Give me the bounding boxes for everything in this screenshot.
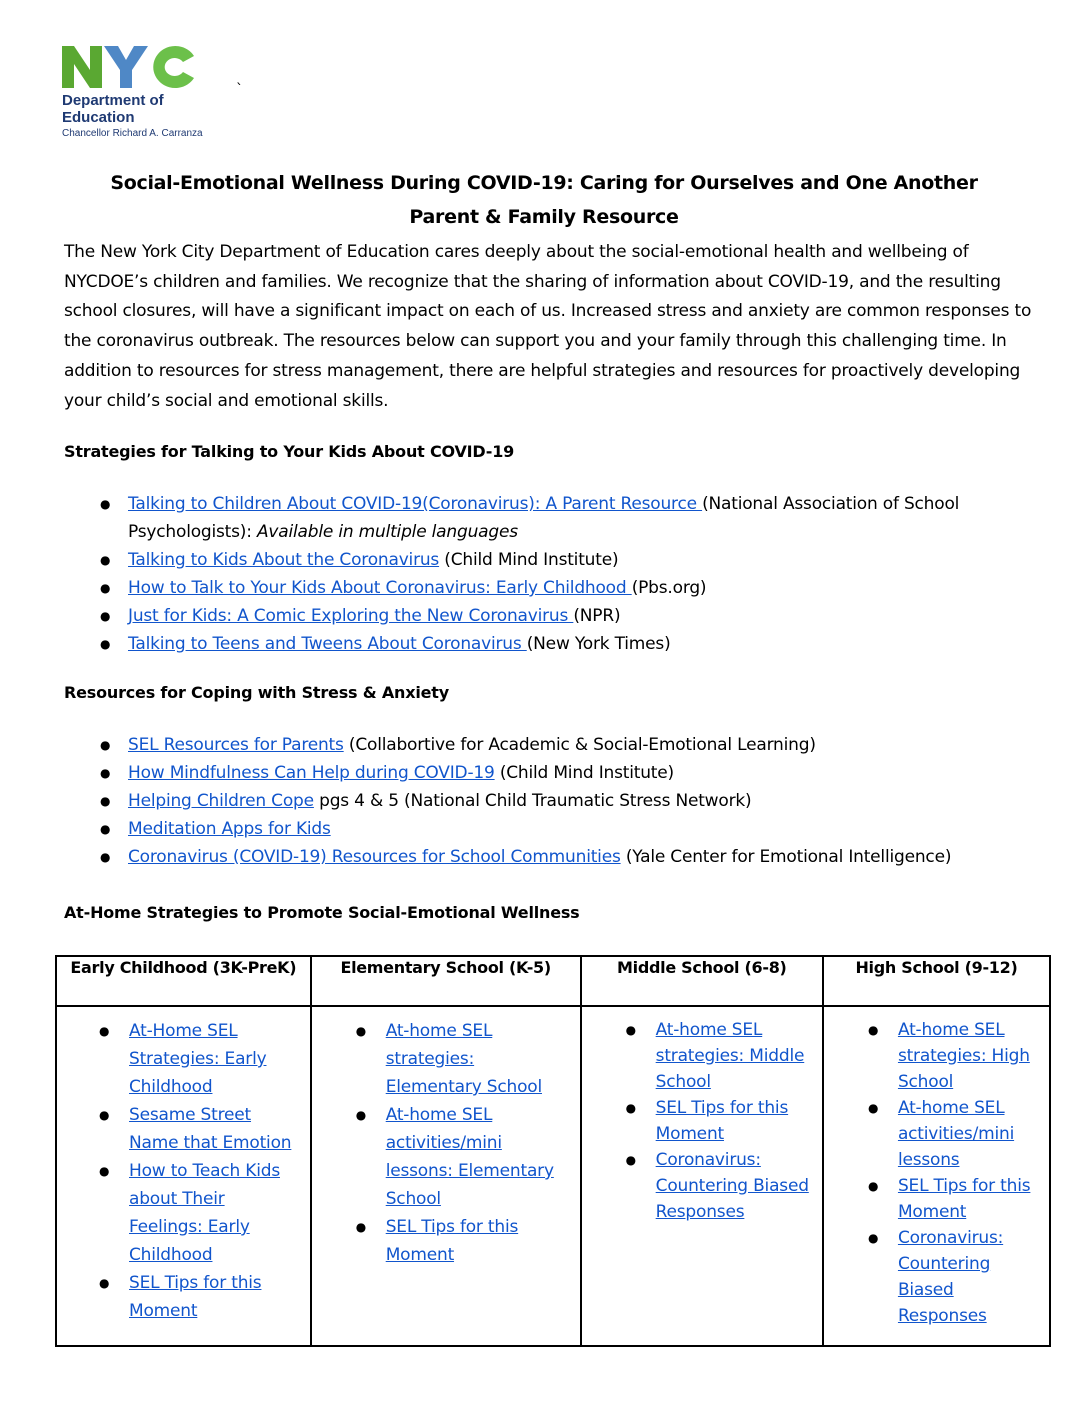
resource-link[interactable]: At-home SEL strategies: Middle School [655,1020,805,1092]
resource-link[interactable]: Helping Children Cope [128,791,314,811]
resource-link[interactable]: How to Talk to Your Kids About Coronavirus: Early Childhood [128,578,632,598]
list-item [832,1225,1041,1329]
resource-link[interactable]: Just for Kids: A Comic Exploring the New Coronavirus [128,606,574,626]
resource-link[interactable]: How Mindfulness Can Help during COVID-19 [128,763,495,783]
middle-cell [581,1006,823,1346]
table-link-list [832,1017,1041,1329]
resource-link[interactable]: At-home SEL activities/mini lessons: Elementary School [385,1105,554,1209]
column-header-middle: Middle School (6-8) [581,956,823,1006]
resource-link[interactable]: Coronavirus: Countering Biased Responses [897,1228,1004,1326]
list-item: ● Talking to Kids About the Coronavirus (Child Mind Institute) [100,546,1030,574]
resource-link[interactable]: SEL Tips for this Moment [655,1098,789,1144]
resource-link[interactable]: How to Teach Kids about Their Feelings: Early Childhood [129,1161,280,1265]
talking-resources-list [100,490,1030,658]
nyc-doe-logo [60,42,210,142]
resource-link[interactable]: SEL Resources for Parents [128,735,344,755]
column-header-early-childhood: Early Childhood (3K-PreK) [56,956,311,1006]
resource-link[interactable]: Talking to Kids About the Coronavirus [128,550,440,570]
resource-link[interactable]: At-Home SEL Strategies: Early Childhood [129,1021,267,1097]
list-item [65,1157,302,1269]
high-cell [823,1006,1050,1346]
resource-link[interactable]: At-home SEL strategies: Elementary School [385,1021,542,1097]
list-item [590,1147,814,1225]
list-item: ● Talking to Children About COVID-19(Coronavirus): A Parent Resource (National Association of School Psychologists): Available in multiple languages [100,490,1030,546]
list-item [832,1017,1041,1095]
resource-link[interactable]: Meditation Apps for Kids [128,819,331,839]
coping-resources-list [100,731,1030,871]
resource-link[interactable]: At-home SEL activities/mini lessons [897,1098,1015,1170]
list-item: ● Talking to Teens and Tweens About Coronavirus (New York Times) [100,630,1030,658]
list-item [590,1017,814,1095]
list-item [320,1017,572,1101]
resource-link[interactable]: Talking to Teens and Tweens About Coronavirus [128,634,527,654]
early-childhood-cell [56,1006,311,1346]
elementary-cell [311,1006,581,1346]
list-item [832,1095,1041,1173]
section-heading-coping: Resources for Coping with Stress & Anxiety [64,683,449,702]
resource-link[interactable]: SEL Tips for this Moment [385,1217,519,1265]
table-row [56,1006,1050,1346]
resource-link[interactable]: Talking to Children About COVID-19(Coronavirus): A Parent Resource [128,494,703,514]
at-home-strategies-table [55,955,1051,1347]
nyc-logo-icon [60,42,200,90]
list-item [320,1101,572,1213]
resource-link[interactable]: SEL Tips for this Moment [129,1273,262,1321]
table-link-list [320,1017,572,1269]
resource-link[interactable]: Coronavirus: Countering Biased Responses [655,1150,809,1222]
table-header-row [56,956,1050,1006]
list-item [65,1269,302,1325]
resource-link[interactable]: Sesame Street Name that Emotion [129,1105,292,1153]
list-item [65,1101,302,1157]
department-name: Department of Education [62,92,164,126]
section-heading-talking: Strategies for Talking to Your Kids About COVID-19 [64,442,515,461]
resource-link[interactable]: Coronavirus (COVID-19) Resources for School Communities [128,847,621,867]
table-link-list [590,1017,814,1225]
table-link-list [65,1017,302,1325]
section-heading-at-home: At-Home Strategies to Promote Social-Emotional Wellness [64,903,580,922]
list-item: ● How Mindfulness Can Help during COVID-19 (Child Mind Institute) [100,759,1030,787]
list-item [65,1017,302,1101]
resource-link[interactable]: SEL Tips for this Moment [897,1176,1031,1222]
list-item [590,1095,814,1147]
column-header-elementary: Elementary School (K-5) [311,956,581,1006]
list-item: ● Coronavirus (COVID-19) Resources for School Communities (Yale Center for Emotional Intelligence) [100,843,1030,871]
list-item [100,815,1030,843]
list-item: ● Just for Kids: A Comic Exploring the New Coronavirus (NPR) [100,602,1030,630]
stray-mark: ` [236,82,243,98]
list-item: ● Helping Children Cope pgs 4 & 5 (National Child Traumatic Stress Network) [100,787,1030,815]
intro-paragraph: The New York City Department of Education cares deeply about the social-emotional health and wellbeing of NYCDOE’s children and families. We recognize that the sharing of information about COVID-19, and the resulting school closures, will have a significant impact on each of us. Increased stress and anxiety are common responses to the coronavirus outbreak. The resources below can support you and your family through this challenging time. In addition to resources for stress management, there are helpful strategies and resources for proactively developing your child’s social and emotional skills. [64,242,1032,411]
list-item [320,1213,572,1269]
list-item: ● How to Talk to Your Kids About Coronavirus: Early Childhood (Pbs.org) [100,574,1030,602]
list-item: ● SEL Resources for Parents (Collabortive for Academic & Social-Emotional Learning) [100,731,1030,759]
chancellor-name: Chancellor Richard A. Carranza [62,128,203,139]
resource-link[interactable]: At-home SEL strategies: High School [897,1020,1030,1092]
page-subtitle: Parent & Family Resource [409,206,679,228]
list-item [832,1173,1041,1225]
column-header-high: High School (9-12) [823,956,1050,1006]
page-title: Social-Emotional Wellness During COVID-19: Caring for Ourselves and One Another [110,172,978,194]
